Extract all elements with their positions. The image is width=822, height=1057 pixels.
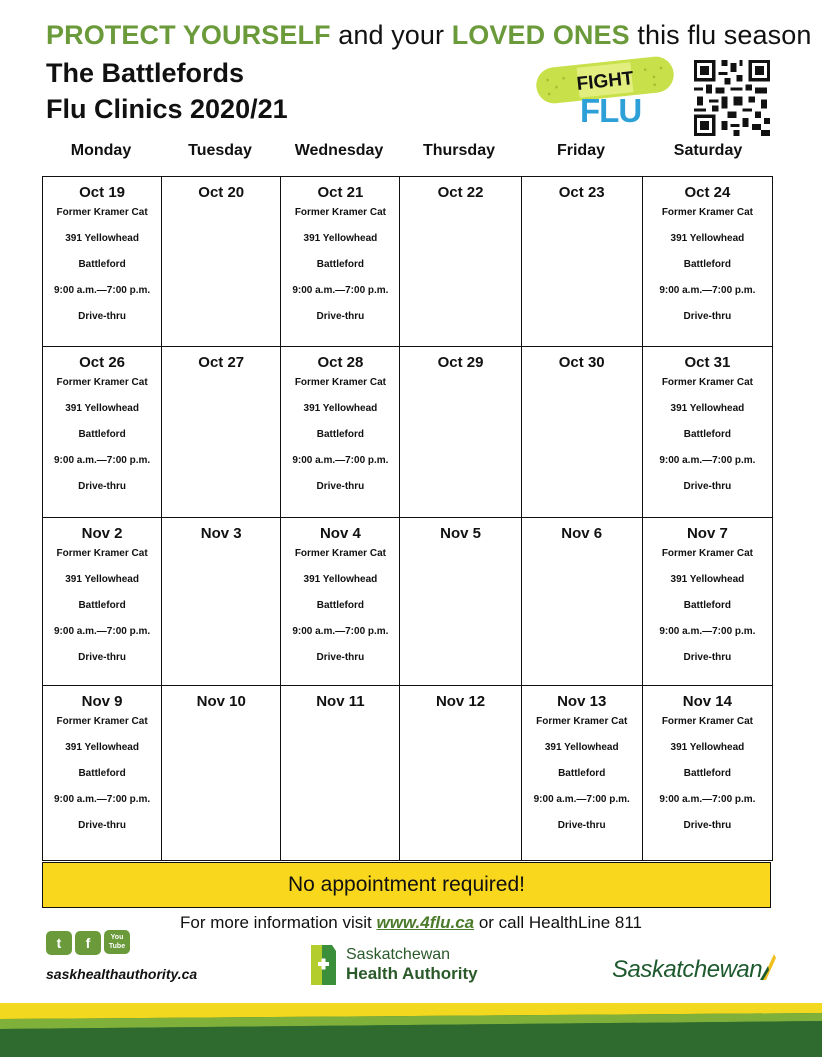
twitter-icon[interactable]: t [46,931,72,955]
headline [46,20,812,51]
day-date: Nov 6 [561,525,603,542]
calendar-week-row [43,177,773,347]
day-date: Oct 27 [198,354,245,371]
weekday-label: Saturday [673,142,743,159]
clinic-detail: Battleford [683,259,731,270]
youtube-icon[interactable]: You Tube [104,930,130,954]
wheat-icon [758,952,778,982]
clinic-detail: Former Kramer Cat [294,548,386,559]
headline-segment: this flu season [629,20,812,50]
day-date: Oct 22 [437,184,484,201]
clinic-detail: 391 Yellowhead [65,574,139,585]
clinic-detail: Battleford [78,768,126,779]
clinic-detail: 391 Yellowhead [303,574,378,585]
day-date: Oct 26 [79,354,125,371]
sha-logo-icon [308,943,338,987]
day-date: Nov 5 [440,525,481,542]
calendar-week-row [43,347,773,518]
clinic-detail: Battleford [316,600,364,611]
more-info-suffix: or call HealthLine 811 [474,913,643,932]
calendar-day-cell [400,347,521,518]
clinic-detail: 9:00 a.m.—7:00 p.m. [54,285,151,296]
calendar-day-cell [43,347,162,518]
clinic-detail: Drive-thru [557,820,606,831]
clinic-detail: Former Kramer Cat [56,207,148,218]
day-date: Oct 20 [198,184,245,201]
clinic-detail: 391 Yellowhead [303,233,378,244]
clinic-detail: Drive-thru [683,311,732,322]
clinic-detail: Battleford [683,768,731,779]
clinic-detail: Battleford [78,429,126,440]
day-date: Nov 12 [435,693,486,710]
weekday-label: Monday [70,142,132,159]
weekday-header [42,142,772,166]
clinic-detail: Battleford [683,600,731,611]
calendar-day-cell [400,686,521,861]
clinic-detail: 9:00 a.m.—7:00 p.m. [659,285,756,296]
clinic-detail: 9:00 a.m.—7:00 p.m. [292,285,389,296]
calendar-day-cell [400,177,521,347]
clinic-detail: Former Kramer Cat [661,716,753,727]
calendar-day-cell [642,347,772,518]
clinic-detail: 9:00 a.m.—7:00 p.m. [54,455,151,466]
calendar-day-cell [162,347,281,518]
day-date: Nov 3 [200,525,242,542]
calendar-day-cell [642,177,772,347]
calendar-day-cell [281,177,400,347]
clinic-detail: 391 Yellowhead [670,403,745,414]
day-date: Oct 24 [684,184,731,201]
calendar-day-cell [642,686,772,861]
calendar-day-cell [521,347,642,518]
website-link[interactable]: www.4flu.ca [376,913,475,932]
title-line-1: The Battlefords [46,58,245,88]
flu-text: FLU [580,92,642,129]
clinic-detail: Battleford [558,768,606,779]
clinic-detail: Drive-thru [683,481,732,492]
day-date: Oct 29 [437,354,484,371]
social-icons [46,930,133,958]
title-line-2: Flu Clinics 2020/21 [46,94,288,124]
clinic-detail: 391 Yellowhead [65,742,139,753]
sha-name-line-1: Saskatchewan [346,946,451,963]
sha-website[interactable]: saskhealthauthority.ca [46,966,198,982]
clinic-detail: Drive-thru [78,652,126,663]
clinic-detail: 9:00 a.m.—7:00 p.m. [292,626,389,637]
calendar-day-cell [521,686,642,861]
clinic-detail: Former Kramer Cat [294,207,386,218]
clinic-detail: 391 Yellowhead [544,742,619,753]
clinic-detail: 391 Yellowhead [65,233,139,244]
day-date: Nov 7 [686,525,728,542]
clinic-detail: Battleford [316,429,364,440]
clinic-detail: Battleford [78,600,126,611]
clinic-detail: Former Kramer Cat [56,548,148,559]
clinic-detail: 9:00 a.m.—7:00 p.m. [533,794,630,805]
qr-code-icon[interactable] [694,60,770,136]
clinic-detail: Drive-thru [683,652,732,663]
clinic-detail: 9:00 a.m.—7:00 p.m. [659,455,756,466]
calendar-day-cell [43,177,162,347]
calendar-day-cell [281,518,400,686]
sha-name-line-2: Health Authority [346,964,478,983]
headline-segment: LOVED ONES [451,20,630,50]
clinic-detail: Drive-thru [316,652,365,663]
calendar-day-cell [43,686,162,861]
weekday-label: Tuesday [188,142,252,159]
weekday-label: Friday [556,142,605,159]
clinic-detail: Former Kramer Cat [661,377,753,388]
clinic-detail: Drive-thru [78,820,126,831]
day-date: Nov 11 [316,693,365,710]
clinic-detail: Former Kramer Cat [661,548,753,559]
clinic-detail: Former Kramer Cat [56,377,148,388]
day-date: Oct 23 [558,184,605,201]
headline-segment: PROTECT YOURSELF [46,20,331,50]
calendar-day-cell [521,518,642,686]
clinic-detail: 9:00 a.m.—7:00 p.m. [659,794,756,805]
calendar-week-row [43,686,773,861]
day-date: Oct 30 [558,354,605,371]
calendar-day-cell [642,518,772,686]
clinic-detail: Former Kramer Cat [536,716,628,727]
calendar-day-cell [162,518,281,686]
clinic-detail: 391 Yellowhead [670,574,745,585]
clinic-detail: Drive-thru [78,311,126,322]
clinic-detail: 391 Yellowhead [65,403,139,414]
day-date: Nov 4 [319,525,361,542]
calendar-day-cell [281,347,400,518]
fight-text: FIGHT [575,68,635,95]
day-date: Nov 10 [196,693,246,710]
calendar-day-cell [281,686,400,861]
clinic-detail: Drive-thru [78,481,126,492]
clinic-calendar [42,176,773,861]
clinic-detail: Former Kramer Cat [294,377,386,388]
weekday-label: Wednesday [294,142,384,159]
clinic-detail: 391 Yellowhead [670,233,745,244]
clinic-detail: 9:00 a.m.—7:00 p.m. [292,455,389,466]
day-date: Oct 28 [317,354,364,371]
clinic-detail: Battleford [683,429,731,440]
saskatchewan-wordmark: Saskatchewan [612,956,763,983]
headline-segment: and your [330,20,452,50]
calendar-week-row [43,518,773,686]
day-date: Oct 19 [79,184,125,201]
clinic-detail: Former Kramer Cat [56,716,148,727]
no-appointment-banner: No appointment required! [42,862,771,908]
calendar-day-cell [162,686,281,861]
more-info-prefix: For more information visit [179,913,377,932]
clinic-detail: 9:00 a.m.—7:00 p.m. [54,626,151,637]
footer-band [0,995,822,1057]
clinic-detail: Drive-thru [683,820,732,831]
clinic-detail: 391 Yellowhead [670,742,745,753]
clinic-detail: 391 Yellowhead [303,403,378,414]
clinic-detail: Drive-thru [316,311,365,322]
day-date: Nov 14 [682,693,732,710]
calendar-day-cell [521,177,642,347]
clinic-detail: Drive-thru [316,481,365,492]
calendar-day-cell [162,177,281,347]
clinic-detail: Battleford [78,259,126,270]
clinic-detail: 9:00 a.m.—7:00 p.m. [54,794,151,805]
day-date: Nov 9 [81,693,123,710]
day-date: Oct 21 [317,184,364,201]
calendar-day-cell [400,518,521,686]
day-date: Nov 13 [557,693,607,710]
clinic-detail: Former Kramer Cat [661,207,753,218]
calendar-day-cell [43,518,162,686]
clinic-detail: Battleford [316,259,364,270]
weekday-label: Thursday [422,142,495,159]
facebook-icon[interactable]: f [75,931,101,955]
day-date: Nov 2 [81,525,123,542]
day-date: Oct 31 [684,354,731,371]
clinic-detail: 9:00 a.m.—7:00 p.m. [659,626,756,637]
